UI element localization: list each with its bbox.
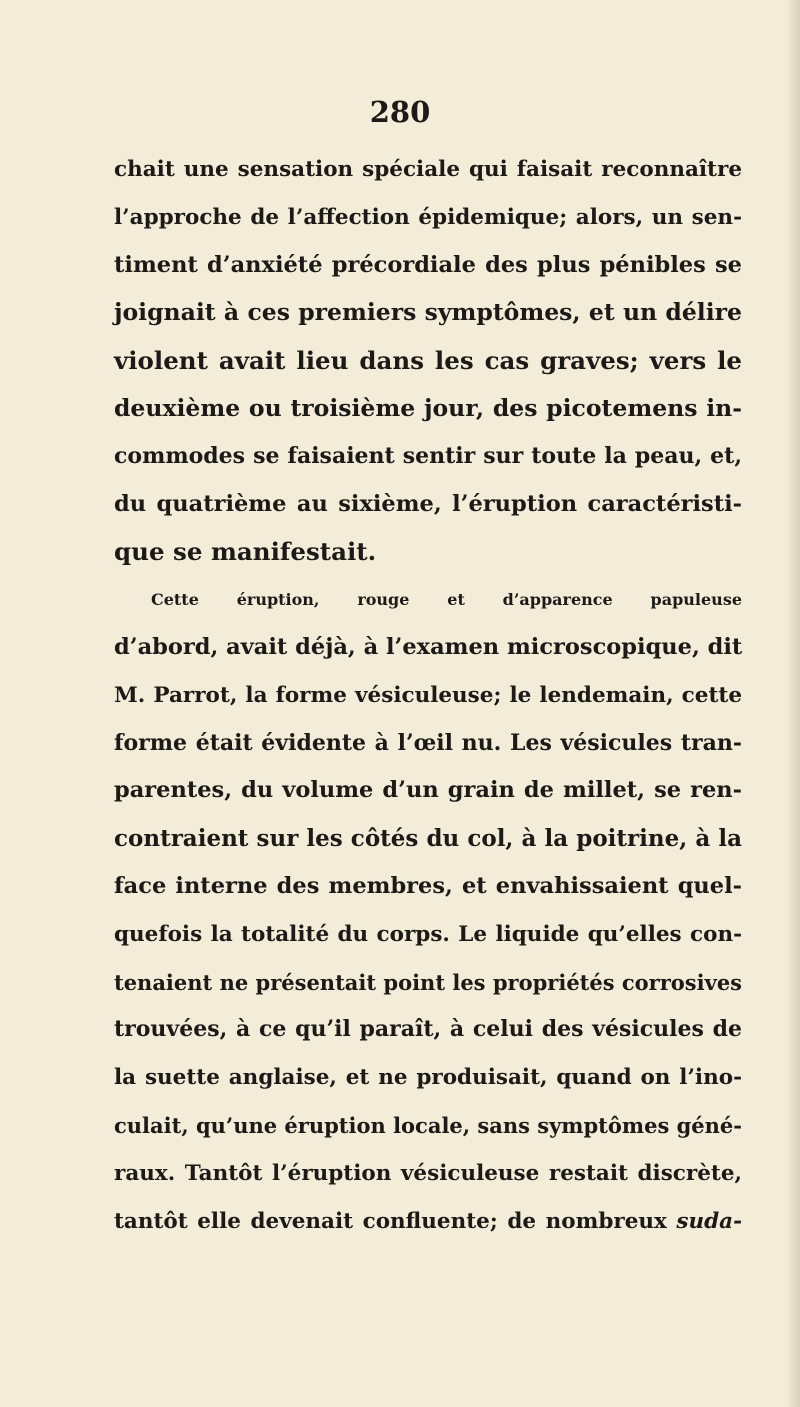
text-line: timent d’anxiété précordiale des plus pénibles se	[114, 251, 742, 278]
text-line: forme était évidente à l’œil nu. Les vésicules tran-	[114, 729, 742, 756]
text-line: face interne des membres, et envahissaient quel-	[114, 872, 742, 899]
text-line: raux. Tantôt l’éruption vésiculeuse restait discrète,	[114, 1160, 742, 1186]
text-line-paragraph-start: Cette éruption, rouge et d’apparence papuleuse	[151, 590, 742, 610]
text-line: joignait à ces premiers symptômes, et un délire	[114, 298, 742, 327]
text-line: la suette anglaise, et ne produisait, quand on l’ino-	[114, 1065, 742, 1091]
text-line: contraient sur les côtés du col, à la poitrine, à la	[114, 825, 742, 853]
text-line: tenaient ne présentait point les propriétés corrosives	[114, 969, 742, 995]
text-line: l’approche de l’affection épidemique; alors, un sen-	[114, 204, 742, 230]
text-line: parentes, du volume d’un grain de millet, se ren-	[114, 777, 742, 804]
text-line: chait une sensation spéciale qui faisait reconnaître	[114, 157, 742, 182]
body-text	[114, 146, 742, 1245]
text-line: d’abord, avait déjà, à l’examen microscopique, dit	[114, 633, 743, 660]
text-line: M. Parrot, la forme vésiculeuse; le lendemain, cette	[114, 682, 742, 708]
text-line: du quatrième au sixième, l’éruption caractéristi-	[114, 490, 742, 517]
text-line: quefois la totalité du corps. Le liquide qu’elles con-	[114, 921, 742, 947]
page-edge-shadow	[786, 0, 800, 1407]
page-number: 280	[369, 95, 431, 129]
text-line: trouvées, à ce qu’il paraît, à celui des vésicules de	[114, 1016, 742, 1043]
text-line: tantôt elle devenait confluente; de nombreux suda-	[114, 1208, 742, 1234]
text-line: deuxième ou troisième jour, des picotemens in-	[114, 393, 742, 422]
text-line: violent avait lieu dans les cas graves; vers le	[114, 346, 742, 376]
italic-word: suda-	[676, 1208, 742, 1234]
text-line: culait, qu’une éruption locale, sans symptômes géné-	[114, 1112, 742, 1138]
text-line-paragraph-end: que se manifestait.	[114, 537, 377, 567]
text-line: commodes se faisaient sentir sur toute la peau, et,	[114, 442, 742, 469]
